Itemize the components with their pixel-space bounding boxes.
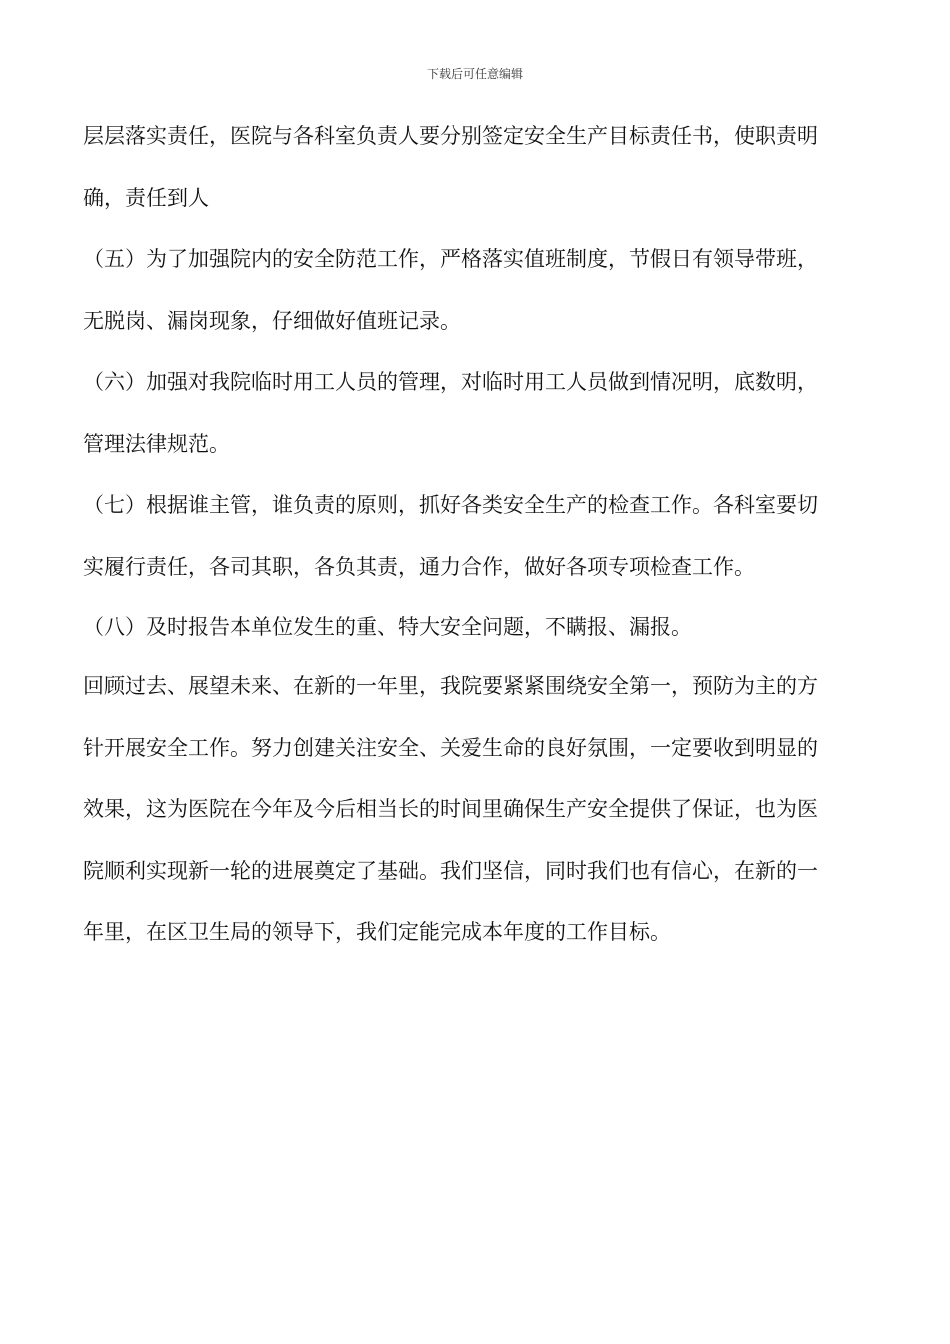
text-line: （八）及时报告本单位发生的重、特大安全问题，不瞒报、漏报。 [83,615,692,639]
text-line: 实履行责任，各司其职，各负其责，通力合作，做好各项专项检查工作。 [83,554,755,579]
text-line: 确，责任到人 [83,185,209,210]
page-header: 下载后可任意编辑 [426,67,523,81]
text-line: 无脱岗、漏岗现象，仔细做好值班记录。 [83,308,461,333]
text-line: 层层落实责任，医院与各科室负责人要分别签定安全生产目标责任书，使职责明 [83,124,818,148]
text-line: 针开展安全工作。努力创建关注安全、关爱生命的良好氛围，一定要收到明显的 [83,735,818,760]
text-line: 管理法律规范。 [83,431,230,456]
text-line: （五）为了加强院内的安全防范工作，严格落实值班制度，节假日有领导带班， [83,247,818,271]
text-line: 年里，在区卫生局的领导下，我们定能完成本年度的工作目标。 [83,920,671,944]
text-line: （七）根据谁主管，谁负责的原则，抓好各类安全生产的检查工作。各科室要切 [83,493,818,517]
text-line: （六）加强对我院临时用工人员的管理，对临时用工人员做到情况明，底数明， [83,370,818,394]
text-line: 院顺利实现新一轮的进展奠定了基础。我们坚信，同时我们也有信心，在新的一 [83,858,818,883]
text-line: 回顾过去、展望未来、在新的一年里，我院要紧紧围绕安全第一，预防为主的方 [83,674,818,698]
document-body [83,106,870,964]
text-line: 效果，这为医院在今年及今后相当长的时间里确保生产安全提供了保证，也为医 [83,797,818,821]
